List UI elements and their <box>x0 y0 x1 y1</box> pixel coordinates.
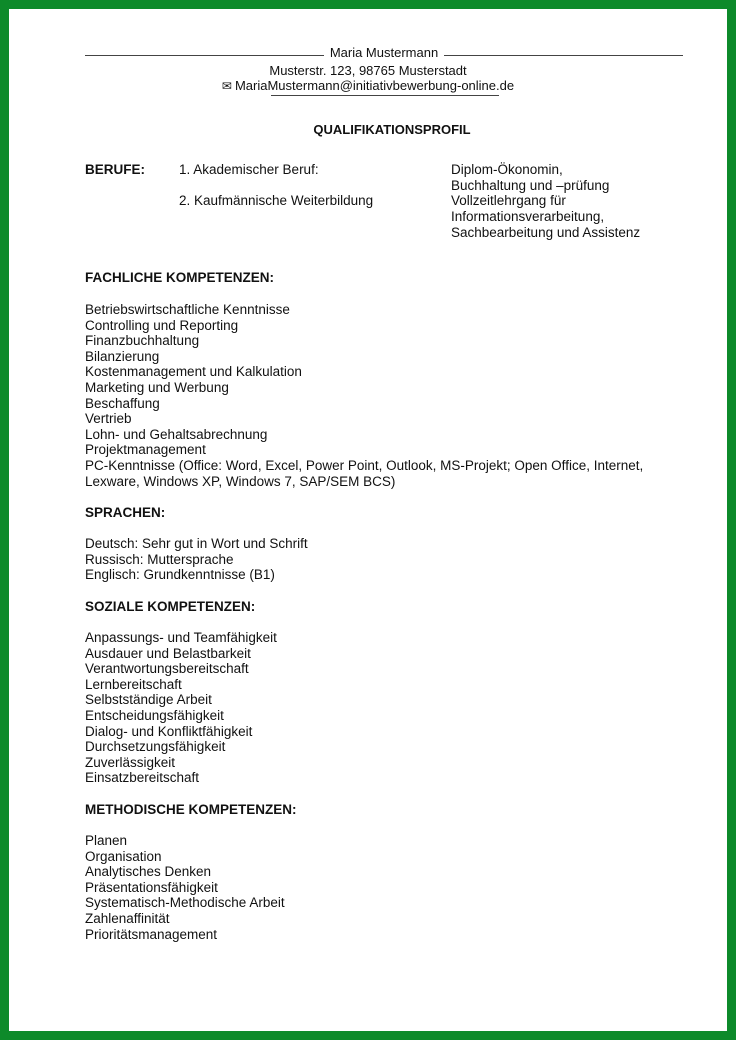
beruf-1-label: 1. Akademischer Beruf: <box>179 162 319 177</box>
list-item: Englisch: Grundkenntnisse (B1) <box>85 567 275 583</box>
sprachen-list <box>85 536 685 583</box>
list-item: Lohn- und Gehaltsabrechnung <box>85 426 268 442</box>
list-item: Organisation <box>85 848 162 864</box>
header-name-row <box>85 45 683 60</box>
document-page <box>9 9 727 1031</box>
list-item: Kostenmanagement und Kalkulation <box>85 364 302 380</box>
list-item: Präsentationsfähigkeit <box>85 879 218 895</box>
list-item: Deutsch: Sehr gut in Wort und Schrift <box>85 536 308 551</box>
list-item: Anpassungs- und Teamfähigkeit <box>85 630 277 645</box>
list-item: Betriebswirtschaftliche Kenntnisse <box>85 302 290 317</box>
list-item: Russisch: Muttersprache <box>85 551 234 567</box>
sprachen-heading: SPRACHEN: <box>85 505 166 520</box>
list-item: Zuverlässigkeit <box>85 754 176 770</box>
list-item: Planen <box>85 833 128 848</box>
email-line <box>9 78 727 93</box>
soziale-heading: SOZIALE KOMPETENZEN: <box>85 599 256 614</box>
methodische-heading: METHODISCHE KOMPETENZEN: <box>85 802 297 817</box>
list-item: Dialog- und Konfliktfähigkeit <box>85 723 253 739</box>
beruf-2-desc-line: Vollzeitlehrgang für <box>451 193 566 208</box>
beruf-1-desc <box>451 162 609 194</box>
list-item: Systematisch-Methodische Arbeit <box>85 895 285 911</box>
list-item: Prioritätsmanagement <box>85 926 218 942</box>
beruf-1-desc-line: Diplom-Ökonomin, <box>451 162 563 177</box>
beruf-2-desc <box>451 193 640 241</box>
page-title: QUALIFIKATIONSPROFIL <box>313 122 471 137</box>
list-item: Einsatzbereitschaft <box>85 770 200 786</box>
list-item: Durchsetzungsfähigkeit <box>85 739 226 755</box>
list-item: Marketing und Werbung <box>85 379 229 395</box>
header-rule-right <box>444 55 683 56</box>
list-item: Controlling und Reporting <box>85 317 239 333</box>
list-item: Lexware, Windows XP, Windows 7, SAP/SEM BCS) <box>85 473 396 489</box>
applicant-name: Maria Mustermann <box>329 45 439 60</box>
list-item: Verantwortungsbereitschaft <box>85 661 249 677</box>
list-item: Lernbereitschaft <box>85 676 182 692</box>
list-item: Vertrieb <box>85 411 132 427</box>
berufe-heading: BERUFE: <box>85 162 145 177</box>
applicant-address: Musterstr. 123, 98765 Musterstadt <box>269 63 467 78</box>
list-item: PC-Kenntnisse (Office: Word, Excel, Power Point, Outlook, MS-Projekt; Open Office, Internet, <box>85 457 644 473</box>
envelope-icon: ✉ <box>221 79 232 93</box>
beruf-2-desc-line: Informationsverarbeitung, <box>451 209 605 224</box>
list-item: Projektmanagement <box>85 442 206 458</box>
applicant-email[interactable]: MariaMustermann@initiativbewerbung-online.de <box>234 78 515 93</box>
list-item: Bilanzierung <box>85 348 160 364</box>
list-item: Zahlenaffinität <box>85 910 170 926</box>
header-rule-left <box>85 55 324 56</box>
email-underline <box>271 95 499 96</box>
list-item: Finanzbuchhaltung <box>85 333 200 349</box>
beruf-2-label: 2. Kaufmännische Weiterbildung <box>179 193 374 208</box>
beruf-2-desc-line: Sachbearbeitung und Assistenz <box>451 225 641 240</box>
fachliche-list <box>85 302 685 489</box>
soziale-list <box>85 630 685 786</box>
list-item: Analytisches Denken <box>85 864 212 880</box>
list-item: Ausdauer und Belastbarkeit <box>85 645 251 661</box>
beruf-1-desc-line: Buchhaltung und –prüfung <box>451 178 610 193</box>
list-item: Beschaffung <box>85 395 160 411</box>
methodische-list <box>85 833 685 942</box>
fachliche-heading: FACHLICHE KOMPETENZEN: <box>85 270 274 285</box>
list-item: Selbstständige Arbeit <box>85 692 212 708</box>
list-item: Entscheidungsfähigkeit <box>85 707 224 723</box>
